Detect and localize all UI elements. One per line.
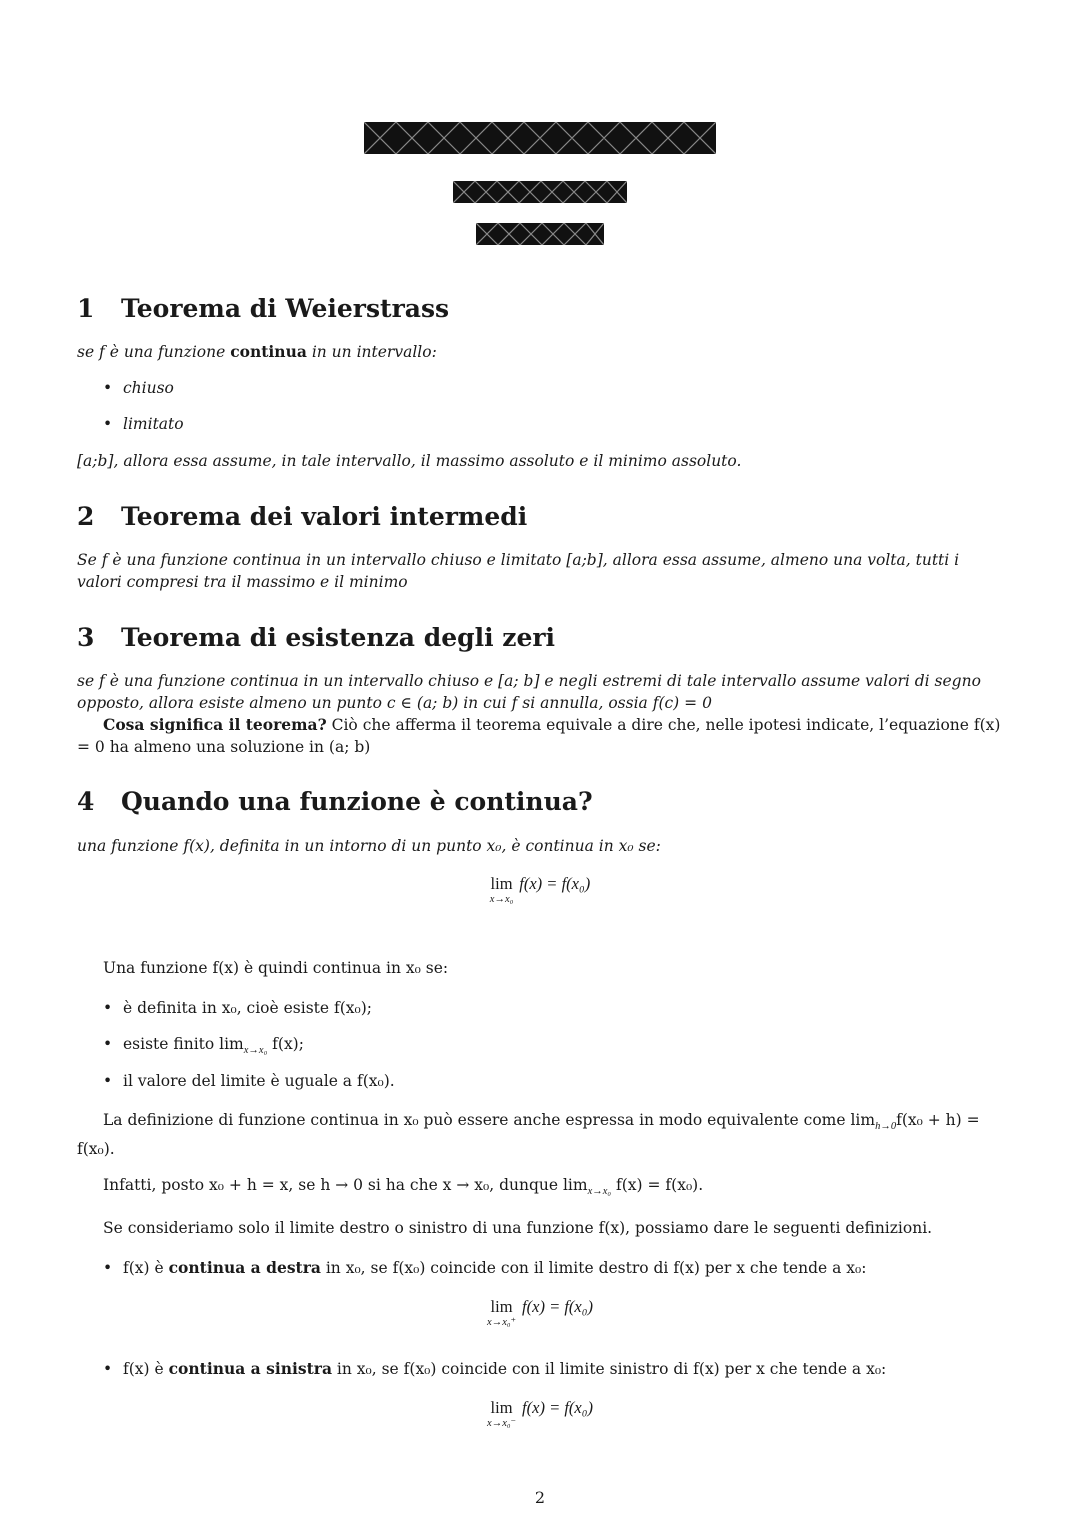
intro-text-post: in un intervallo:	[306, 343, 437, 361]
section-2-text: Se f è una funzione continua in un intervallo chiuso e limitato [a;b], allora essa assume, almeno una volta, tutti i valori compresi tra il massimo e il minimo	[77, 551, 960, 591]
section-1-heading	[77, 294, 449, 323]
list-item-text: il valore del limite è uguale a f(x₀).	[123, 1072, 395, 1090]
list-item-text: f(x) è	[123, 1360, 169, 1378]
page-number: 2	[534, 1488, 546, 1507]
paragraph-tail: f(x) = f(x₀).	[611, 1176, 704, 1194]
section-number: 1	[77, 294, 95, 323]
lim-word: lim	[490, 1297, 513, 1316]
lim-subscript: h→0	[875, 1121, 897, 1133]
section-4-intro: una funzione f(x), definita in un intorno di un punto x₀, è continua in x₀ se:	[77, 837, 661, 855]
section-4-p4: Se consideriamo solo il limite destro o sinistro di una funzione f(x), possiamo dare le seguenti definizioni.	[103, 1219, 933, 1237]
lim-subscript: x→x₀	[489, 894, 514, 905]
list-item: • è definita in x₀, cioè esiste f(x₀);	[103, 999, 372, 1017]
list-item-text: f(x) è	[123, 1259, 169, 1277]
list-item-text: è definita in x₀, cioè esiste f(x₀);	[123, 999, 372, 1017]
list-item: • il valore del limite è uguale a f(x₀).	[103, 1072, 395, 1090]
lim-subscript: x→x₀⁺	[487, 1317, 517, 1328]
section-title: Teorema di Weierstrass	[121, 294, 450, 323]
section-1-conclusion: [a;b], allora essa assume, in tale intervallo, il massimo assoluto e il minimo assoluto.	[77, 452, 742, 470]
section-4-p3	[77, 1174, 1004, 1203]
section-title: Quando una funzione è continua?	[121, 787, 593, 816]
paragraph-text: Infatti, posto x₀ + h = x, se h → 0 si ha che x → x₀, dunque lim	[103, 1176, 588, 1194]
list-item: • f(x) è continua a sinistra in x₀, se f(x₀) coincide con il limite sinistro di f(x) per x che tende a x₀:	[103, 1359, 887, 1378]
definition-bold: continua a sinistra	[168, 1359, 332, 1378]
definition-bold: continua a destra	[168, 1258, 321, 1277]
lim-subscript: x→x₀	[243, 1045, 268, 1057]
lim-word: lim	[490, 874, 513, 893]
section-1-intro	[77, 341, 1004, 363]
intro-text: se f è una funzione	[77, 343, 231, 361]
equation-left-continuity	[0, 1398, 1080, 1430]
redacted-author	[453, 181, 627, 203]
redacted-date	[476, 223, 604, 245]
equation-rhs: f(x) = f(x₀)	[522, 1297, 593, 1316]
list-item-tail: f(x);	[267, 1035, 304, 1053]
section-3-text: se f è una funzione continua in un intervallo chiuso e [a; b] e negli estremi di tale intervallo assume valori di segno opposto, allora esiste almeno un punto c ∈ (a; b) in cui f si annulla, ossia f(c) = 0	[77, 672, 981, 712]
equation-rhs: f(x) = f(x₀)	[519, 874, 591, 893]
list-item-text: limitato	[123, 415, 184, 433]
lim-word: lim	[490, 1398, 513, 1417]
lim-subscript: x→x₀⁻	[487, 1418, 517, 1429]
paragraph-tail: f(x₀ + h) = f(x₀).	[77, 1111, 980, 1159]
list-item-text: chiuso	[123, 379, 174, 397]
lim-subscript: x→x₀	[587, 1186, 612, 1198]
list-item: • chiuso	[103, 379, 174, 397]
list-item: • f(x) è continua a destra in x₀, se f(x₀) coincide con il limite destro di f(x) per x che tende a x₀:	[103, 1258, 867, 1277]
section-number: 3	[77, 623, 95, 652]
list-item-tail: in x₀, se f(x₀) coincide con il limite destro di f(x) per x che tende a x₀:	[320, 1259, 867, 1277]
equation-continuity	[0, 874, 1080, 906]
section-4-p1: Una funzione f(x) è quindi continua in x₀ se:	[103, 959, 449, 977]
section-title: Teorema dei valori intermedi	[121, 502, 528, 531]
question-bold: Cosa significa il teorema?	[103, 715, 327, 734]
list-item: • esiste finito $\lim_{x\to x_0} f(x)$;	[103, 1035, 304, 1057]
section-4-heading	[77, 787, 593, 816]
section-title: Teorema di esistenza degli zeri	[121, 623, 556, 652]
section-4-p2	[77, 1109, 1004, 1160]
equation-right-continuity	[0, 1297, 1080, 1329]
section-3-question	[77, 714, 1004, 758]
question-text: Ciò che afferma il teorema equivale a dire che, nelle ipotesi indicate, l’equazione f(x) = 0 ha almeno una soluzione in (a; b)	[77, 716, 1001, 756]
paragraph-text: La definizione di funzione continua in x₀ può essere anche espressa in modo equivalente come lim	[103, 1111, 876, 1129]
section-2-heading	[77, 502, 527, 531]
list-item-tail: in x₀, se f(x₀) coincide con il limite sinistro di f(x) per x che tende a x₀:	[332, 1360, 887, 1378]
section-number: 2	[77, 502, 95, 531]
section-number: 4	[77, 787, 95, 816]
section-3-heading	[77, 623, 555, 652]
list-item-text: esiste finito lim	[123, 1035, 244, 1053]
equation-rhs: f(x) = f(x₀)	[522, 1398, 593, 1417]
redacted-title	[364, 122, 716, 154]
list-item: • limitato	[103, 415, 184, 433]
intro-bold: continua	[230, 342, 307, 361]
